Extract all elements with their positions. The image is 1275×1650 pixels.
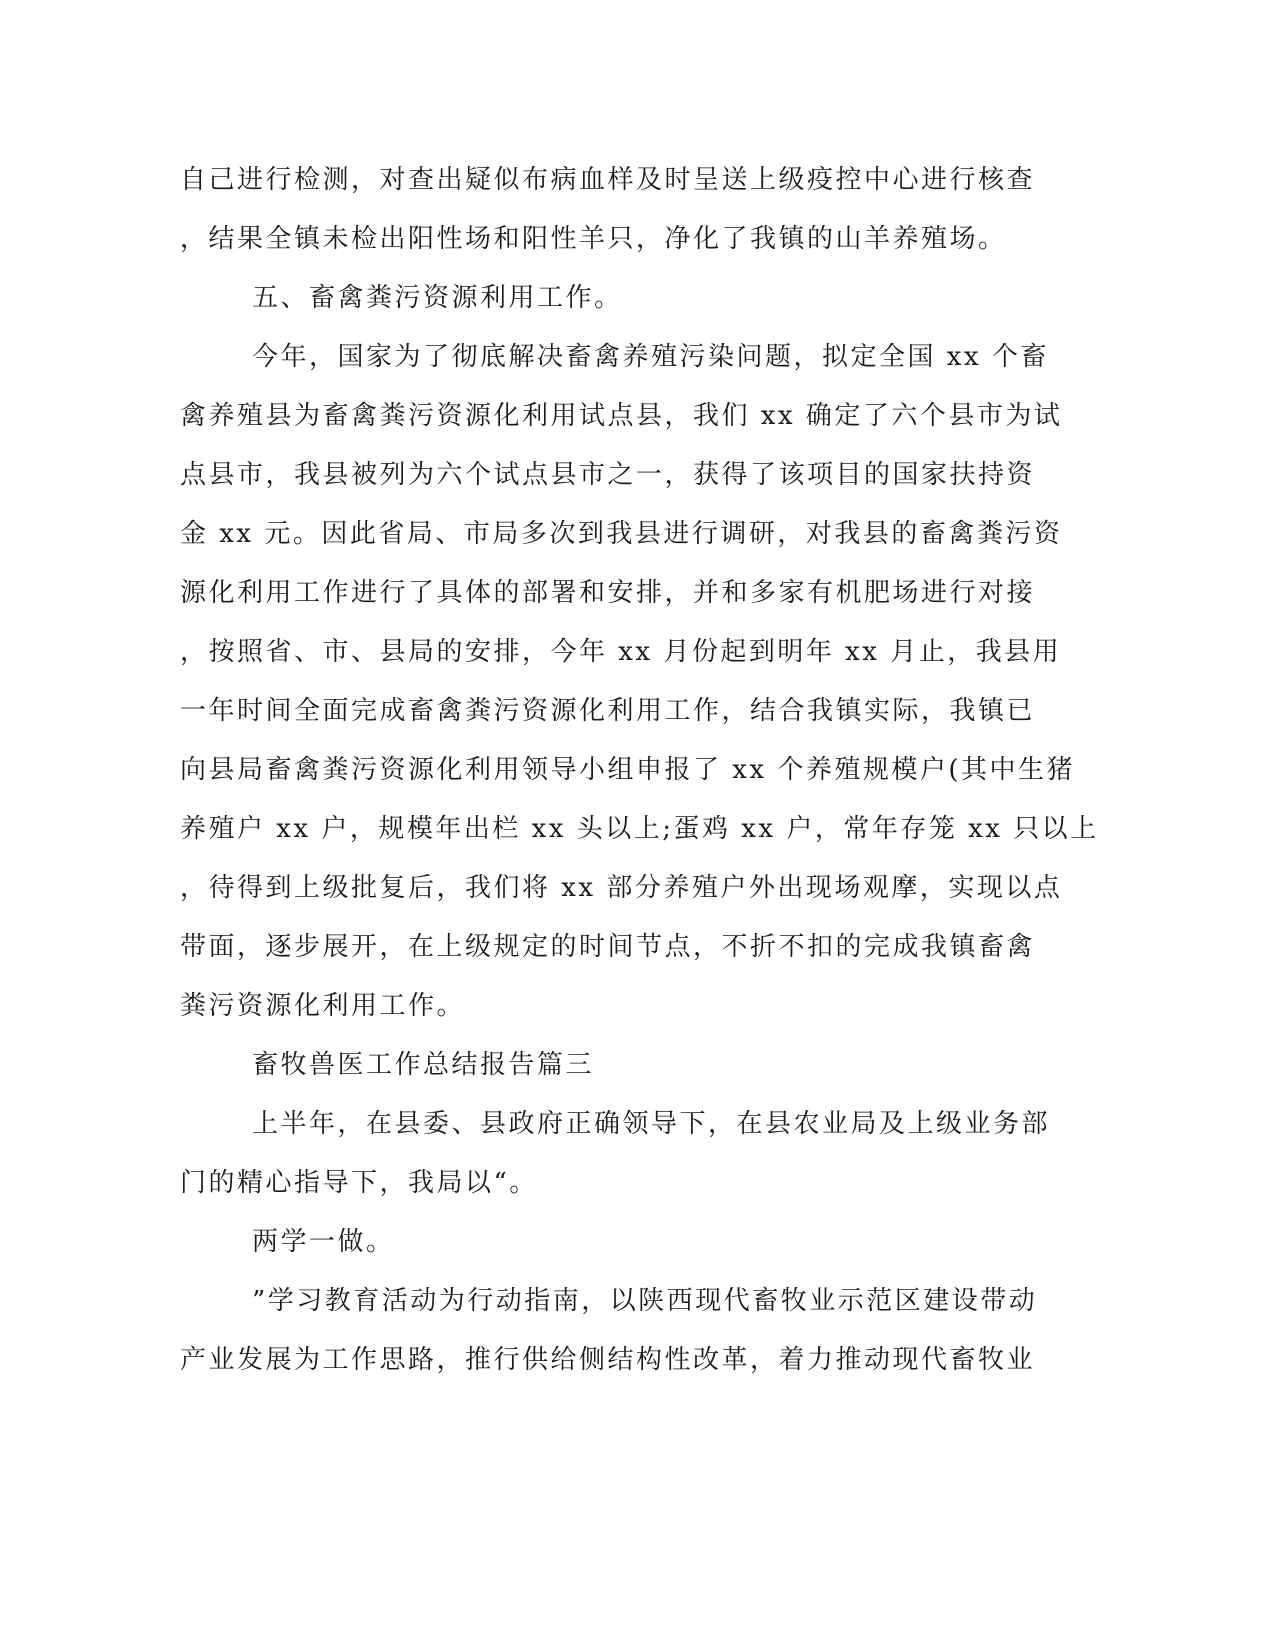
text-line-4: 今年，国家为了彻底解决畜禽养殖污染问题，拟定全国 xx 个畜: [252, 342, 1049, 372]
text-line-2: ，结果全镇未检出阳性场和阳性羊只，净化了我镇的山羊养殖场。: [180, 224, 1007, 254]
text-line-20: ”学习教育活动为行动指南，以陕西现代畜牧业示范区建设带动: [252, 1286, 1038, 1316]
text-line-8: 源化利用工作进行了具体的部署和安排，并和多家有机肥场进行对接: [180, 578, 1036, 608]
text-line-19: 两学一做。: [252, 1227, 395, 1257]
text-line-5: 禽养殖县为畜禽粪污资源化利用试点县，我们 xx 确定了六个县市为试: [180, 401, 1063, 431]
text-line-18: 门的精心指导下，我局以“。: [180, 1168, 538, 1198]
text-line-11: 向县局畜禽粪污资源化利用领导小组申报了 xx 个养殖规模户(其中生猪: [180, 755, 1075, 785]
section-heading: 五、畜禽粪污资源利用工作。: [252, 283, 623, 313]
text-line-7: 金 xx 元。因此省局、市局多次到我县进行调研，对我县的畜禽粪污资: [180, 519, 1063, 549]
text-line-1: 自己进行检测，对查出疑似布病血样及时呈送上级疫控中心进行核查: [180, 165, 1036, 195]
text-line-13: ，待得到上级批复后，我们将 xx 部分养殖户外出现场观摩，实现以点: [180, 873, 1063, 903]
text-line-21: 产业发展为工作思路，推行供给侧结构性改革，着力推动现代畜牧业: [180, 1345, 1036, 1375]
text-line-10: 一年时间全面完成畜禽粪污资源化利用工作，结合我镇实际，我镇已: [180, 696, 1036, 726]
text-line-9: ，按照省、市、县局的安排，今年 xx 月份起到明年 xx 月止，我县用: [180, 637, 1062, 667]
text-line-12: 养殖户 xx 户，规模年出栏 xx 头以上;蛋鸡 xx 户，常年存笼 xx 只以上: [180, 814, 1099, 844]
text-line-17: 上半年，在县委、县政府正确领导下，在县农业局及上级业务部: [252, 1109, 1051, 1139]
text-line-6: 点县市，我县被列为六个试点县市之一，获得了该项目的国家扶持资: [180, 460, 1036, 490]
text-line-14: 带面，逐步展开，在上级规定的时间节点，不折不扣的完成我镇畜禽: [180, 932, 1036, 962]
article-title: 畜牧兽医工作总结报告篇三: [252, 1050, 595, 1080]
text-line-15: 粪污资源化利用工作。: [180, 991, 466, 1021]
